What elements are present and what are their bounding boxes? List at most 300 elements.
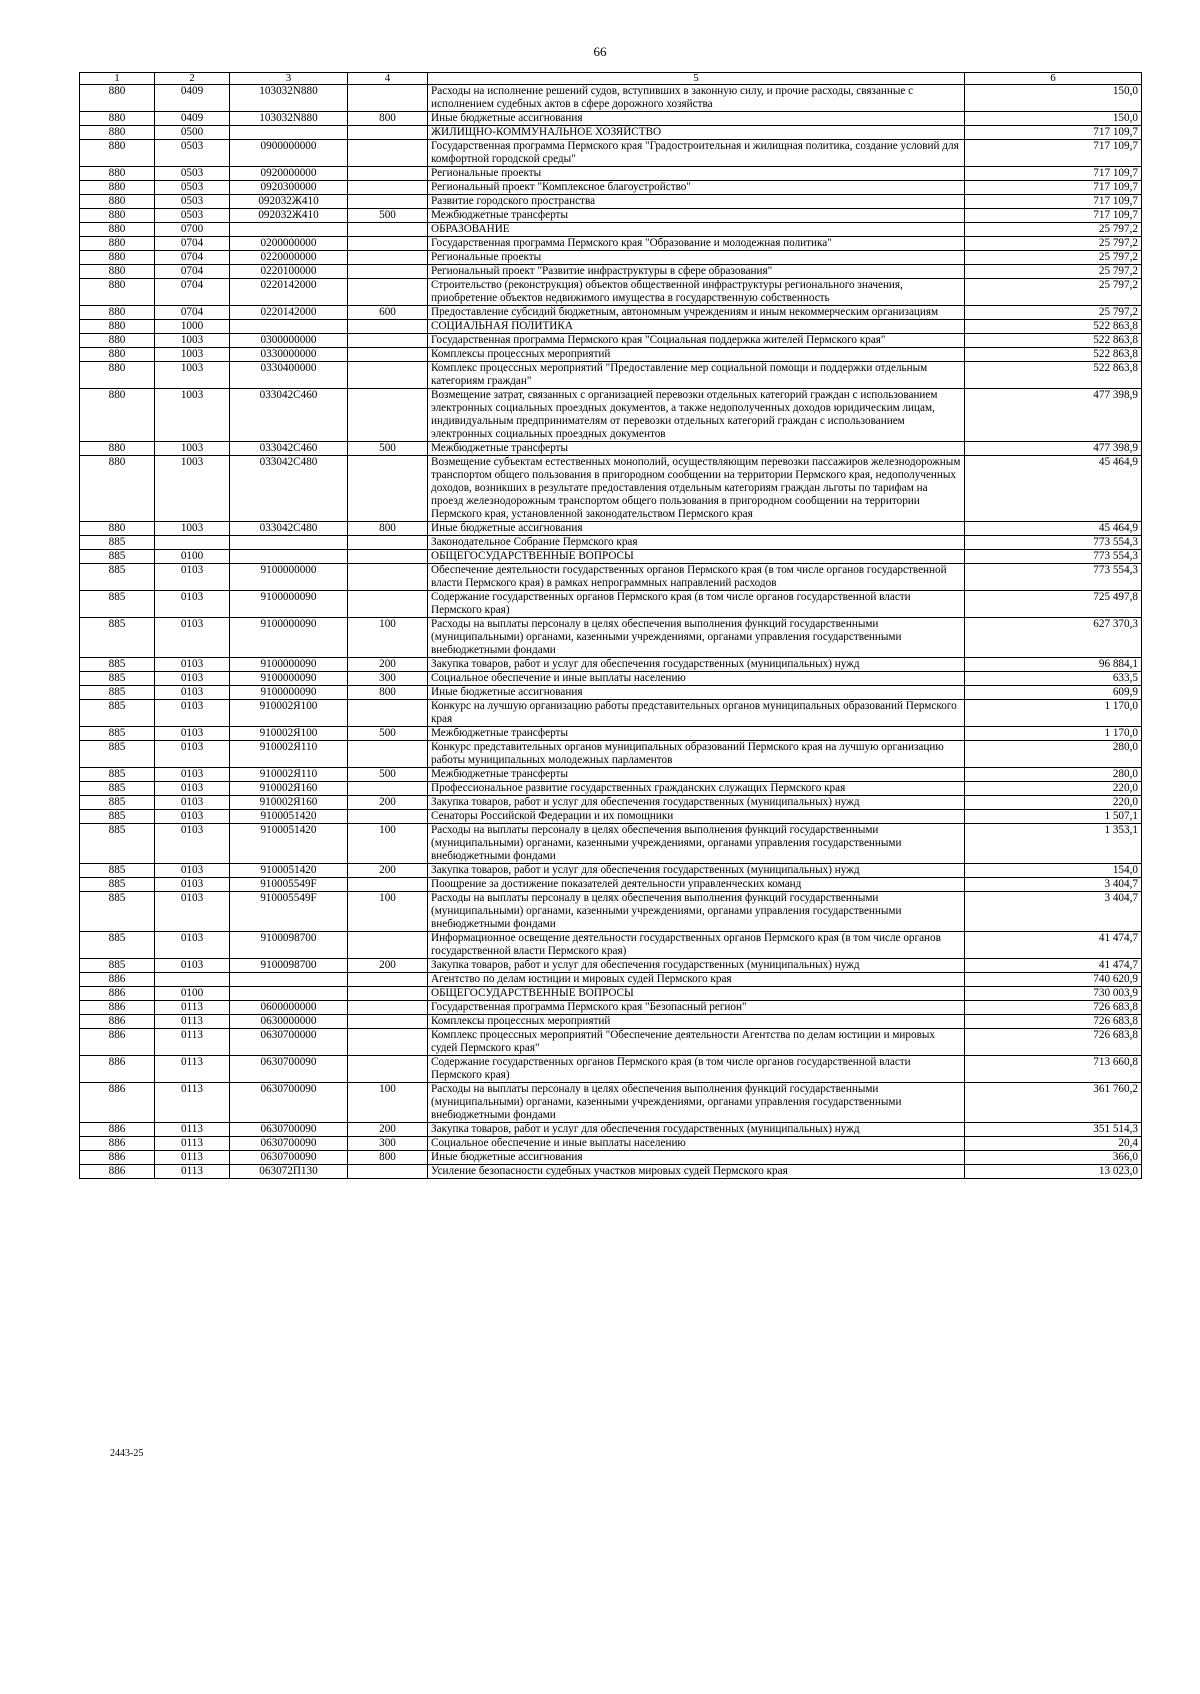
cell-expense-type: 500 [348,209,428,223]
cell-section-code: 0103 [155,768,230,782]
table-row [80,1151,1142,1165]
table-row [80,167,1142,181]
cell-expense-type [348,1015,428,1029]
cell-amount: 45 464,9 [965,456,1142,522]
cell-description: Содержание государственных органов Пермского края (в том числе органов государственной власти Пермского края) [428,591,965,618]
cell-section-code: 0113 [155,1151,230,1165]
cell-expense-type [348,320,428,334]
cell-section-code: 0100 [155,987,230,1001]
cell-amount: 522 863,8 [965,320,1142,334]
cell-amount: 25 797,2 [965,279,1142,306]
table-row [80,181,1142,195]
cell-target-article: 910005549F [230,878,348,892]
cell-expense-type [348,741,428,768]
cell-description: Региональные проекты [428,167,965,181]
cell-target-article: 0330400000 [230,362,348,389]
cell-description: Иные бюджетные ассигнования [428,112,965,126]
cell-amount: 726 683,8 [965,1001,1142,1015]
cell-target-article [230,550,348,564]
cell-amount: 717 109,7 [965,126,1142,140]
table-row [80,1056,1142,1083]
cell-description: Региональный проект "Комплексное благоустройство" [428,181,965,195]
cell-section-code: 0103 [155,810,230,824]
header-col-5: 5 [428,73,965,85]
cell-ministry-code: 880 [80,209,155,223]
cell-target-article: 9100000090 [230,618,348,658]
cell-target-article: 092032Ж410 [230,195,348,209]
cell-section-code: 0103 [155,564,230,591]
table-row [80,348,1142,362]
cell-amount: 25 797,2 [965,265,1142,279]
cell-description: ОБРАЗОВАНИЕ [428,223,965,237]
cell-section-code: 0113 [155,1137,230,1151]
cell-expense-type [348,987,428,1001]
cell-description: Комплекс процессных мероприятий "Обеспечение деятельности Агентства по делам юстиции и мировых судей Пермского края" [428,1029,965,1056]
cell-ministry-code: 885 [80,959,155,973]
cell-ministry-code: 880 [80,181,155,195]
cell-target-article [230,987,348,1001]
cell-target-article: 910002Я110 [230,741,348,768]
cell-amount: 726 683,8 [965,1029,1142,1056]
cell-target-article: 103032N880 [230,85,348,112]
cell-target-article: 033042С460 [230,442,348,456]
cell-target-article: 9100000090 [230,672,348,686]
cell-expense-type [348,973,428,987]
cell-target-article [230,223,348,237]
cell-target-article: 910002Я110 [230,768,348,782]
cell-description: Закупка товаров, работ и услуг для обеспечения государственных (муниципальных) нужд [428,796,965,810]
cell-ministry-code: 885 [80,796,155,810]
cell-amount: 13 023,0 [965,1165,1142,1179]
cell-ministry-code: 880 [80,251,155,265]
table-row [80,195,1142,209]
cell-description: Закупка товаров, работ и услуг для обеспечения государственных (муниципальных) нужд [428,1123,965,1137]
cell-description: Конкурс представительных органов муниципальных образований Пермского края на лучшую организацию работы муниципальных молодежных парламентов [428,741,965,768]
table-row [80,686,1142,700]
cell-amount: 280,0 [965,741,1142,768]
cell-section-code: 0103 [155,618,230,658]
cell-amount: 609,9 [965,686,1142,700]
cell-ministry-code: 880 [80,362,155,389]
cell-section-code: 1003 [155,389,230,442]
cell-ministry-code: 886 [80,1137,155,1151]
cell-expense-type [348,456,428,522]
cell-amount: 150,0 [965,112,1142,126]
table-row [80,306,1142,320]
cell-section-code: 0113 [155,1083,230,1123]
cell-section-code: 0103 [155,700,230,727]
table-row [80,727,1142,741]
cell-target-article: 0630700090 [230,1056,348,1083]
table-row [80,237,1142,251]
table-row [80,864,1142,878]
cell-expense-type [348,251,428,265]
cell-expense-type: 200 [348,796,428,810]
cell-section-code: 1003 [155,362,230,389]
cell-section-code: 0704 [155,306,230,320]
cell-ministry-code: 885 [80,658,155,672]
cell-section-code: 0704 [155,251,230,265]
cell-expense-type [348,536,428,550]
cell-amount: 726 683,8 [965,1015,1142,1029]
cell-ministry-code: 880 [80,320,155,334]
cell-description: Сенаторы Российской Федерации и их помощники [428,810,965,824]
header-col-2: 2 [155,73,230,85]
cell-expense-type [348,878,428,892]
cell-target-article: 0200000000 [230,237,348,251]
cell-amount: 627 370,3 [965,618,1142,658]
cell-section-code: 0113 [155,1029,230,1056]
cell-expense-type: 200 [348,658,428,672]
cell-section-code: 1000 [155,320,230,334]
cell-section-code: 0503 [155,167,230,181]
cell-expense-type [348,700,428,727]
cell-amount: 366,0 [965,1151,1142,1165]
table-row [80,362,1142,389]
cell-expense-type: 200 [348,1123,428,1137]
cell-amount: 3 404,7 [965,878,1142,892]
cell-ministry-code: 880 [80,389,155,442]
table-row [80,1123,1142,1137]
cell-amount: 717 109,7 [965,167,1142,181]
cell-expense-type [348,265,428,279]
cell-amount: 773 554,3 [965,536,1142,550]
cell-ministry-code: 886 [80,1029,155,1056]
table-row [80,1165,1142,1179]
cell-amount: 713 660,8 [965,1056,1142,1083]
cell-section-code: 0103 [155,824,230,864]
cell-section-code: 0103 [155,741,230,768]
cell-description: Закупка товаров, работ и услуг для обеспечения государственных (муниципальных) нужд [428,864,965,878]
cell-section-code: 0103 [155,658,230,672]
cell-section-code: 0103 [155,591,230,618]
cell-target-article: 9100000090 [230,658,348,672]
cell-ministry-code: 885 [80,618,155,658]
cell-ministry-code: 880 [80,195,155,209]
cell-description: Региональные проекты [428,251,965,265]
cell-target-article: 9100000090 [230,686,348,700]
table-row [80,973,1142,987]
cell-target-article: 0920300000 [230,181,348,195]
cell-expense-type [348,1165,428,1179]
cell-description: Расходы на выплаты персоналу в целях обеспечения выполнения функций государственными (муниципальными) органами, казенными учреждениями, органами управления государственными внебюджетными фондами [428,824,965,864]
cell-target-article: 0630700090 [230,1151,348,1165]
table-row [80,334,1142,348]
cell-expense-type: 300 [348,1137,428,1151]
cell-ministry-code: 886 [80,1083,155,1123]
cell-ministry-code: 886 [80,1056,155,1083]
cell-expense-type [348,167,428,181]
cell-section-code: 0503 [155,209,230,223]
table-row [80,782,1142,796]
cell-section-code: 0103 [155,672,230,686]
cell-description: Государственная программа Пермского края "Социальная поддержка жителей Пермского края" [428,334,965,348]
cell-ministry-code: 880 [80,456,155,522]
table-row [80,536,1142,550]
cell-description: Возмещение субъектам естественных монополий, осуществляющим перевозки пассажиров железнодорожным транспортом общего пользования в пригородном сообщении на территории Пермского края, недополученных доходов, возникших в результате предоставления отдельным категориям граждан льготы по тарифам на проезд железнодорожным транспортом общего пользования в пригородном сообщении на территории Пермского края, установленной законодательством Пермского края [428,456,965,522]
cell-section-code: 0103 [155,959,230,973]
cell-amount: 522 863,8 [965,348,1142,362]
cell-target-article: 0630700090 [230,1083,348,1123]
table-row [80,522,1142,536]
cell-amount: 1 507,1 [965,810,1142,824]
cell-amount: 96 884,1 [965,658,1142,672]
cell-ministry-code: 885 [80,810,155,824]
cell-section-code: 1003 [155,348,230,362]
cell-target-article: 0220100000 [230,265,348,279]
cell-ministry-code: 880 [80,223,155,237]
cell-ministry-code: 885 [80,768,155,782]
page-number: 66 [593,44,607,59]
cell-target-article [230,973,348,987]
cell-ministry-code: 886 [80,1165,155,1179]
cell-target-article: 0300000000 [230,334,348,348]
cell-description: Содержание государственных органов Пермского края (в том числе органов государственной власти Пермского края) [428,1056,965,1083]
cell-description: Агентство по делам юстиции и мировых судей Пермского края [428,973,965,987]
cell-section-code: 0704 [155,279,230,306]
cell-ministry-code: 880 [80,85,155,112]
cell-target-article: 0220000000 [230,251,348,265]
cell-description: Комплекс процессных мероприятий "Предоставление мер социальной помощи и поддержки отдельным категориям граждан" [428,362,965,389]
cell-amount: 773 554,3 [965,564,1142,591]
cell-section-code: 0113 [155,1001,230,1015]
table-row [80,810,1142,824]
cell-description: Расходы на выплаты персоналу в целях обеспечения выполнения функций государственными (муниципальными) органами, казенными учреждениями, органами управления государственными внебюджетными фондами [428,1083,965,1123]
cell-ministry-code: 885 [80,878,155,892]
cell-amount: 220,0 [965,796,1142,810]
cell-expense-type [348,223,428,237]
cell-expense-type: 100 [348,892,428,932]
cell-expense-type: 800 [348,522,428,536]
table-row [80,892,1142,932]
cell-ministry-code: 880 [80,167,155,181]
cell-description: Поощрение за достижение показателей деятельности управленческих команд [428,878,965,892]
cell-amount: 150,0 [965,85,1142,112]
cell-ministry-code: 885 [80,892,155,932]
table-row [80,672,1142,686]
cell-expense-type [348,195,428,209]
cell-target-article: 9100098700 [230,959,348,973]
cell-description: Информационное освещение деятельности государственных органов Пермского края (в том числе органов государственной власти Пермского края) [428,932,965,959]
table-row [80,223,1142,237]
cell-ministry-code: 885 [80,741,155,768]
cell-expense-type [348,140,428,167]
cell-description: Иные бюджетные ассигнования [428,522,965,536]
cell-section-code: 0103 [155,727,230,741]
cell-section-code: 0103 [155,892,230,932]
cell-expense-type: 200 [348,864,428,878]
cell-amount: 522 863,8 [965,362,1142,389]
cell-target-article: 103032N880 [230,112,348,126]
cell-target-article: 9100051420 [230,864,348,878]
cell-ministry-code: 886 [80,973,155,987]
cell-amount: 25 797,2 [965,251,1142,265]
cell-ministry-code: 880 [80,112,155,126]
table-row [80,741,1142,768]
header-col-1: 1 [80,73,155,85]
cell-ministry-code: 880 [80,334,155,348]
cell-ministry-code: 885 [80,727,155,741]
table-row [80,591,1142,618]
cell-target-article: 910002Я160 [230,782,348,796]
cell-amount: 717 109,7 [965,209,1142,223]
cell-description: Комплексы процессных мероприятий [428,348,965,362]
cell-ministry-code: 880 [80,442,155,456]
cell-target-article: 033042С480 [230,522,348,536]
cell-expense-type [348,550,428,564]
footer-document-code: 2443-25 [110,1448,144,1459]
cell-target-article: 9100051420 [230,810,348,824]
cell-amount: 717 109,7 [965,195,1142,209]
cell-expense-type: 100 [348,824,428,864]
cell-amount: 730 003,9 [965,987,1142,1001]
cell-section-code: 0103 [155,878,230,892]
cell-target-article: 9100051420 [230,824,348,864]
cell-target-article: 0630000000 [230,1015,348,1029]
cell-expense-type: 800 [348,686,428,700]
cell-section-code: 0113 [155,1123,230,1137]
cell-description: ОБЩЕГОСУДАРСТВЕННЫЕ ВОПРОСЫ [428,987,965,1001]
cell-description: Комплексы процессных мероприятий [428,1015,965,1029]
cell-amount: 477 398,9 [965,389,1142,442]
cell-amount: 25 797,2 [965,223,1142,237]
cell-amount: 633,5 [965,672,1142,686]
table-row [80,265,1142,279]
cell-section-code: 1003 [155,442,230,456]
cell-target-article: 0330000000 [230,348,348,362]
cell-expense-type [348,279,428,306]
table-row [80,550,1142,564]
cell-target-article: 9100000090 [230,591,348,618]
cell-amount: 154,0 [965,864,1142,878]
budget-table [79,72,1142,1179]
cell-description: Профессиональное развитие государственных гражданских служащих Пермского края [428,782,965,796]
cell-amount: 25 797,2 [965,306,1142,320]
cell-description: Усиление безопасности судебных участков мировых судей Пермского края [428,1165,965,1179]
cell-target-article: 0630700000 [230,1029,348,1056]
cell-description: Строительство (реконструкция) объектов общественной инфраструктуры регионального значения, приобретение объектов недвижимого имущества в государственную собственность [428,279,965,306]
cell-ministry-code: 885 [80,782,155,796]
table-row [80,878,1142,892]
header-col-6: 6 [965,73,1142,85]
cell-expense-type: 800 [348,1151,428,1165]
cell-ministry-code: 880 [80,265,155,279]
cell-ministry-code: 880 [80,522,155,536]
cell-description: Иные бюджетные ассигнования [428,686,965,700]
table-row [80,251,1142,265]
cell-target-article: 910002Я100 [230,700,348,727]
table-row [80,85,1142,112]
cell-ministry-code: 885 [80,550,155,564]
table-row [80,1015,1142,1029]
cell-expense-type [348,362,428,389]
cell-expense-type [348,810,428,824]
cell-description: Социальное обеспечение и иные выплаты населению [428,672,965,686]
cell-target-article: 0220142000 [230,279,348,306]
cell-section-code: 0103 [155,796,230,810]
table-row [80,209,1142,223]
table-row [80,1029,1142,1056]
cell-amount: 361 760,2 [965,1083,1142,1123]
table-row [80,658,1142,672]
cell-expense-type [348,237,428,251]
cell-expense-type [348,1029,428,1056]
cell-expense-type: 800 [348,112,428,126]
cell-amount: 477 398,9 [965,442,1142,456]
cell-section-code: 0503 [155,195,230,209]
cell-description: Конкурс на лучшую организацию работы представительных органов муниципальных образований Пермского края [428,700,965,727]
cell-section-code: 0113 [155,1165,230,1179]
table-row [80,112,1142,126]
cell-amount: 45 464,9 [965,522,1142,536]
cell-section-code: 0704 [155,237,230,251]
cell-description: Иные бюджетные ассигнования [428,1151,965,1165]
cell-expense-type: 500 [348,442,428,456]
cell-section-code: 0503 [155,181,230,195]
cell-amount: 20,4 [965,1137,1142,1151]
cell-ministry-code: 885 [80,686,155,700]
cell-description: Межбюджетные трансферты [428,209,965,223]
cell-description: Межбюджетные трансферты [428,768,965,782]
table-row [80,389,1142,442]
cell-ministry-code: 880 [80,126,155,140]
cell-target-article: 910002Я160 [230,796,348,810]
cell-description: ЖИЛИЩНО-КОММУНАЛЬНОЕ ХОЗЯЙСТВО [428,126,965,140]
cell-amount: 41 474,7 [965,959,1142,973]
cell-ministry-code: 886 [80,987,155,1001]
cell-target-article: 0600000000 [230,1001,348,1015]
cell-amount: 41 474,7 [965,932,1142,959]
cell-amount: 1 170,0 [965,727,1142,741]
cell-description: Межбюджетные трансферты [428,727,965,741]
cell-section-code: 0100 [155,550,230,564]
cell-amount: 220,0 [965,782,1142,796]
cell-expense-type [348,1001,428,1015]
cell-section-code: 1003 [155,522,230,536]
cell-description: Социальное обеспечение и иные выплаты населению [428,1137,965,1151]
cell-target-article: 0920000000 [230,167,348,181]
header-col-4: 4 [348,73,428,85]
cell-expense-type: 100 [348,618,428,658]
cell-section-code: 0113 [155,1056,230,1083]
cell-description: Государственная программа Пермского края "Градостроительная и жилищная политика, создание условий для комфортной городской среды" [428,140,965,167]
cell-description: Возмещение затрат, связанных с организацией перевозки отдельных категорий граждан с использованием электронных социальных проездных документов, а также недополученных доходов юридическим лицам, индивидуальным предпринимателям от перевозки отдельных категорий граждан с использованием электронных социальных проездных документов [428,389,965,442]
budget-table-container [79,72,1141,1179]
cell-ministry-code: 885 [80,536,155,550]
cell-description: Государственная программа Пермского края "Безопасный регион" [428,1001,965,1015]
cell-section-code: 1003 [155,456,230,522]
table-row [80,320,1142,334]
table-row [80,1137,1142,1151]
cell-expense-type: 200 [348,959,428,973]
cell-expense-type [348,782,428,796]
cell-amount: 717 109,7 [965,140,1142,167]
cell-ministry-code: 880 [80,237,155,251]
table-row [80,796,1142,810]
cell-target-article: 033042С460 [230,389,348,442]
cell-description: Региональный проект "Развитие инфраструктуры в сфере образования" [428,265,965,279]
cell-section-code: 1003 [155,334,230,348]
cell-section-code: 0503 [155,140,230,167]
cell-section-code: 0700 [155,223,230,237]
cell-description: Межбюджетные трансферты [428,442,965,456]
cell-target-article: 9100000000 [230,564,348,591]
cell-description: Обеспечение деятельности государственных органов Пермского края (в том числе органов государственной власти Пермского края) в рамках непрограммных направлений расходов [428,564,965,591]
cell-ministry-code: 885 [80,700,155,727]
cell-expense-type [348,389,428,442]
cell-amount: 1 170,0 [965,700,1142,727]
table-row [80,1001,1142,1015]
